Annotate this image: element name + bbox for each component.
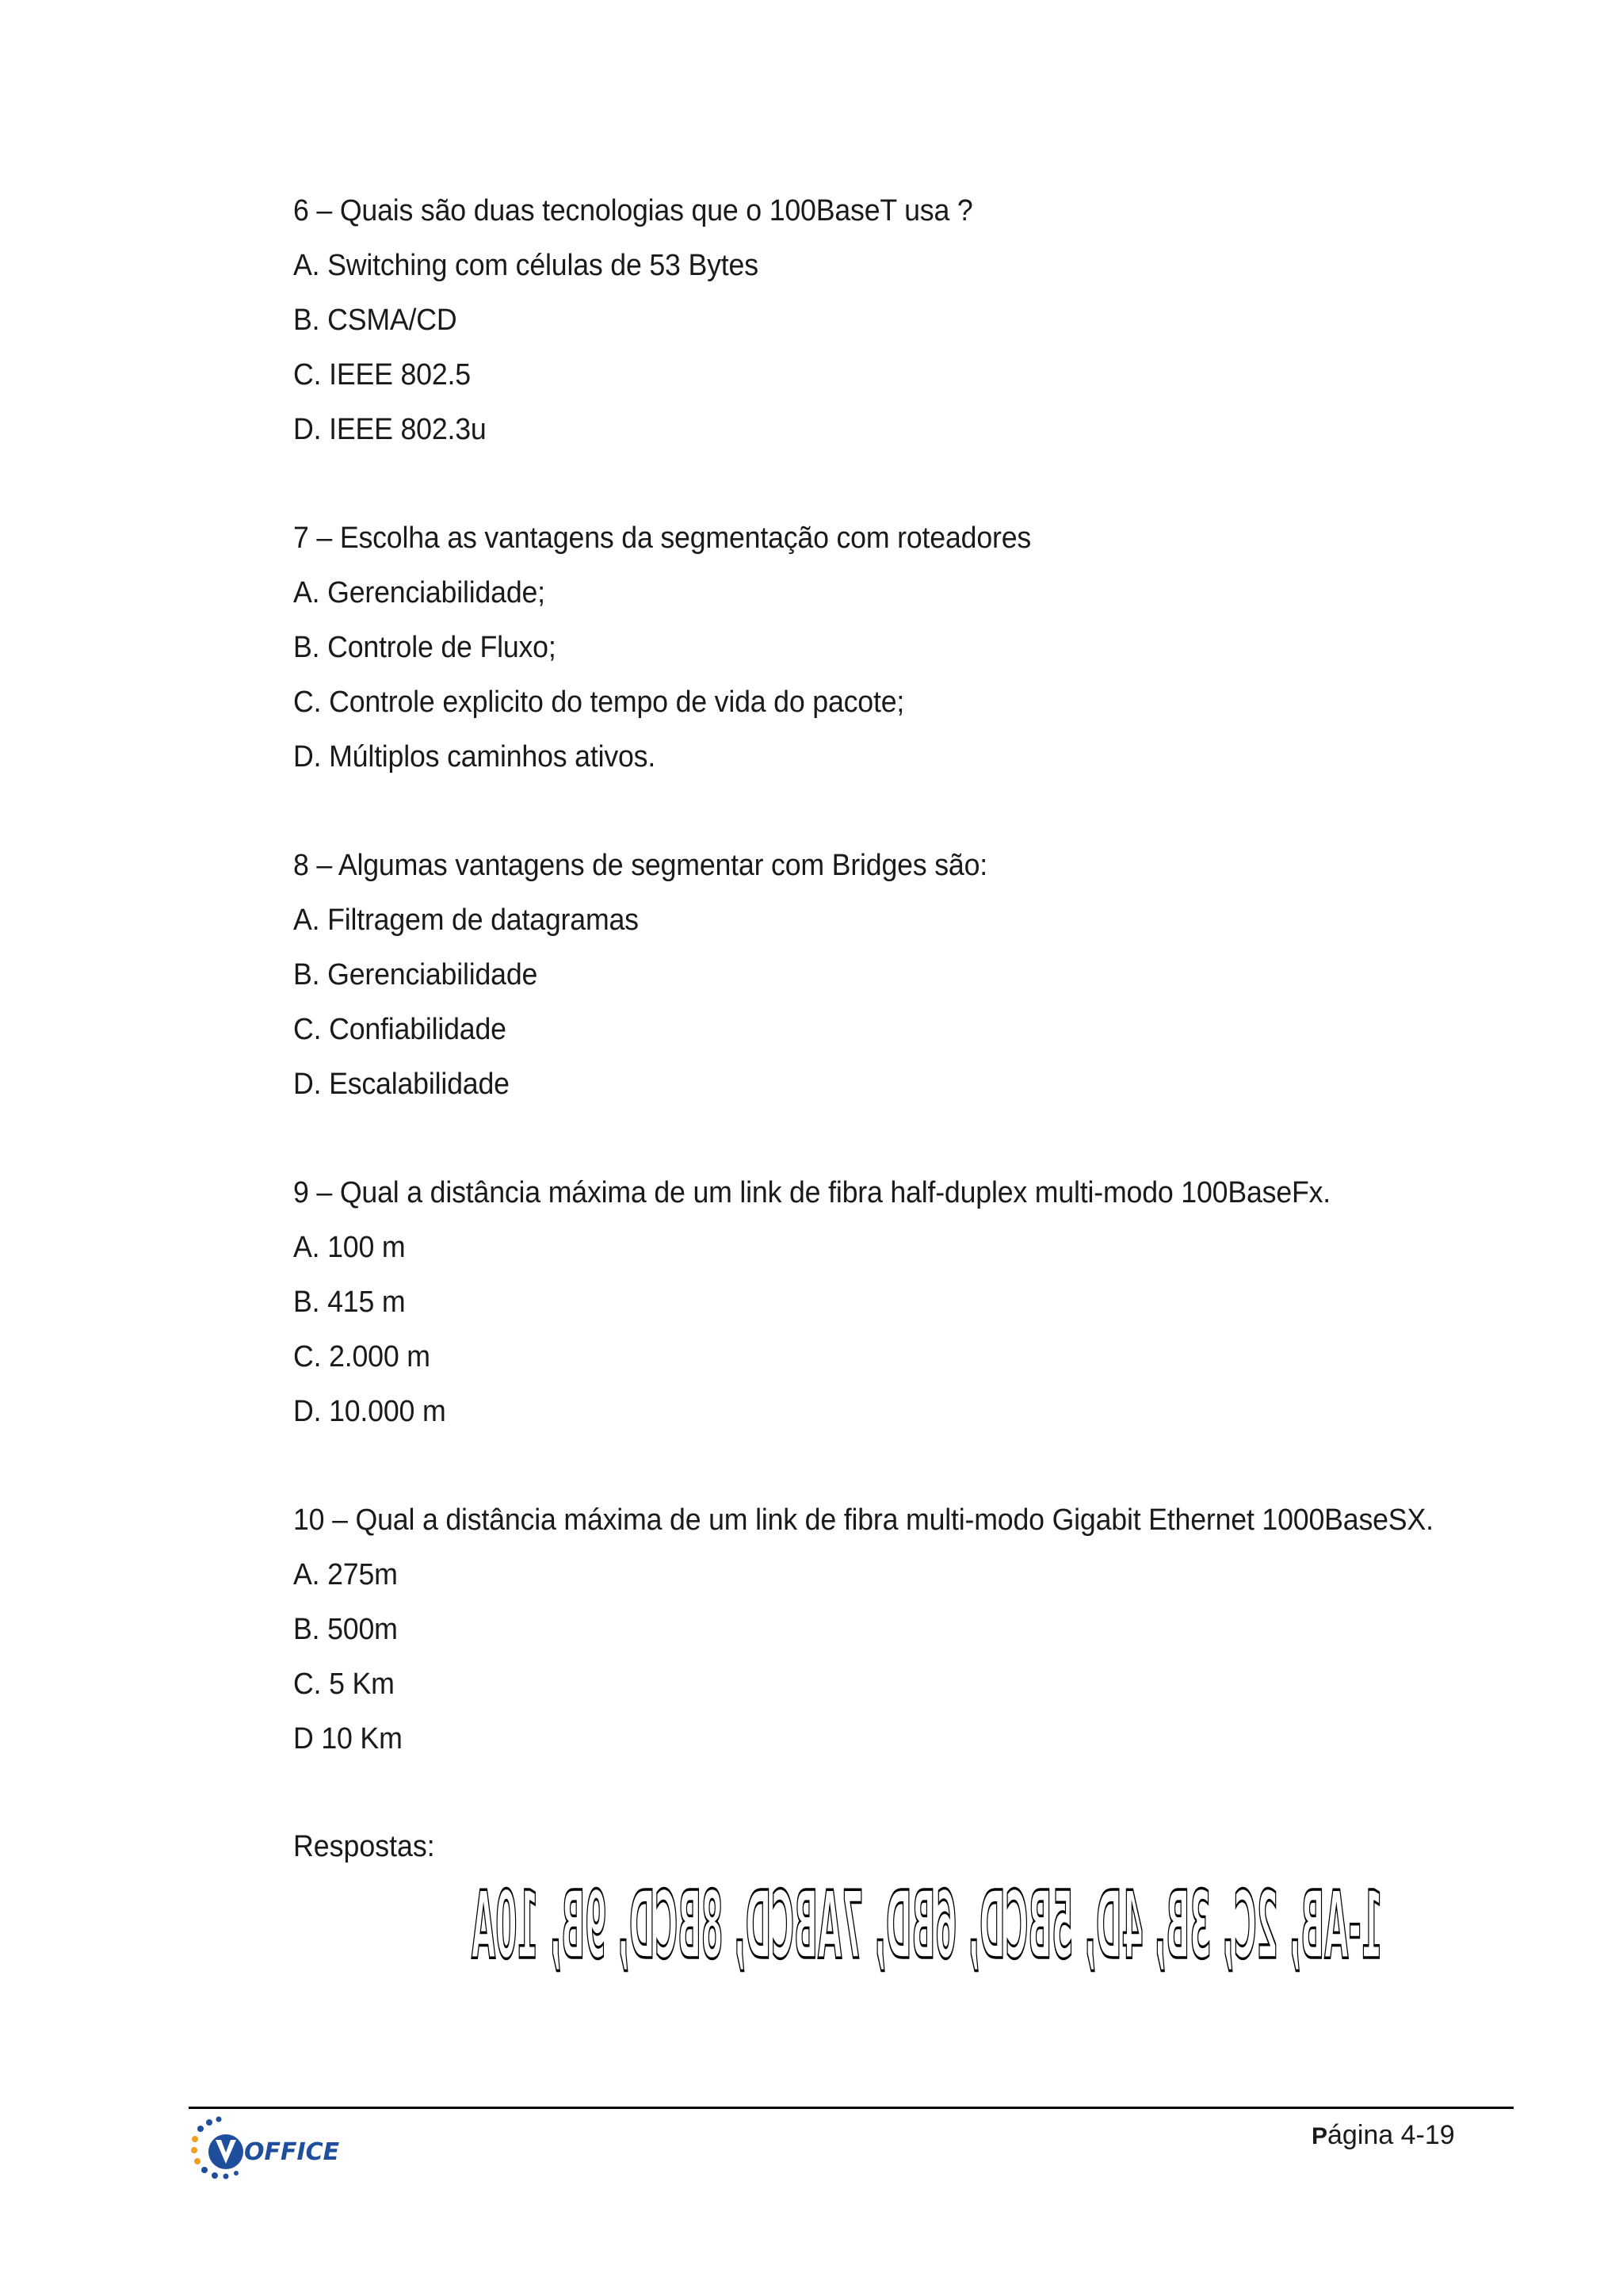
question-title: 7 – Escolha as vantagens da segmentação com roteadores [293,521,1032,555]
option-c: C. 2.000 m [293,1340,430,1373]
question-title: 9 – Qual a distância máxima de um link de fibra half-duplex multi-modo 100BaseFx. [293,1176,1331,1209]
question-6 [293,184,1529,457]
page-number-text: ágina 4-19 [1327,2120,1455,2150]
page-number [1312,2118,1455,2154]
option-a: A. Filtragem de datagramas [293,904,639,937]
office-logo [190,2115,357,2183]
option-b: B. CSMA/CD [293,304,457,337]
question-title: 10 – Qual a distância máxima de um link de fibra multi-modo Gigabit Ethernet 1000BaseSX. [293,1503,1434,1537]
option-c: C. IEEE 802.5 [293,358,471,392]
question-8 [293,839,1529,1112]
option-d: D. Escalabilidade [293,1068,510,1101]
option-c: C. Controle explicito do tempo de vida do pacote; [293,686,905,719]
footer-divider [189,2107,1514,2109]
option-a: A. Switching com células de 53 Bytes [293,249,758,282]
option-b: B. 500m [293,1613,398,1646]
option-a: A. 100 m [293,1231,406,1264]
option-d: D 10 Km [293,1722,403,1755]
option-c: C. 5 Km [293,1668,395,1701]
question-title: 6 – Quais são duas tecnologias que o 100BaseT usa ? [293,194,973,227]
answers-label: Respostas: [293,1830,435,1863]
question-title: 8 – Algumas vantagens de segmentar com Bridges são: [293,849,987,882]
option-c: C. Confiabilidade [293,1013,506,1046]
option-a: A. Gerenciabilidade; [293,576,545,609]
option-d: D. Múltiplos caminhos ativos. [293,740,656,774]
answers-text: 1-AB, 2C, 3B, 4D, 5BCD, 6BD, 7ABCD, 8BCD, 9B, 10A [472,1870,1383,1980]
option-b: B. Gerenciabilidade [293,958,538,991]
page-number-prefix: P [1312,2123,1328,2149]
answers-svg [468,1870,1387,1980]
question-7 [293,511,1529,785]
option-d: D. IEEE 802.3u [293,413,487,446]
question-list [293,184,1529,1820]
option-b: B. 415 m [293,1286,406,1319]
logo-mark-icon [190,2115,357,2183]
question-10 [293,1493,1529,1767]
answers-mirrored [468,1870,1387,1980]
option-a: A. 275m [293,1558,398,1591]
option-d: D. 10.000 m [293,1395,446,1428]
logo-text: OFFICE [244,2138,340,2166]
option-b: B. Controle de Fluxo; [293,631,556,664]
question-9 [293,1166,1529,1439]
